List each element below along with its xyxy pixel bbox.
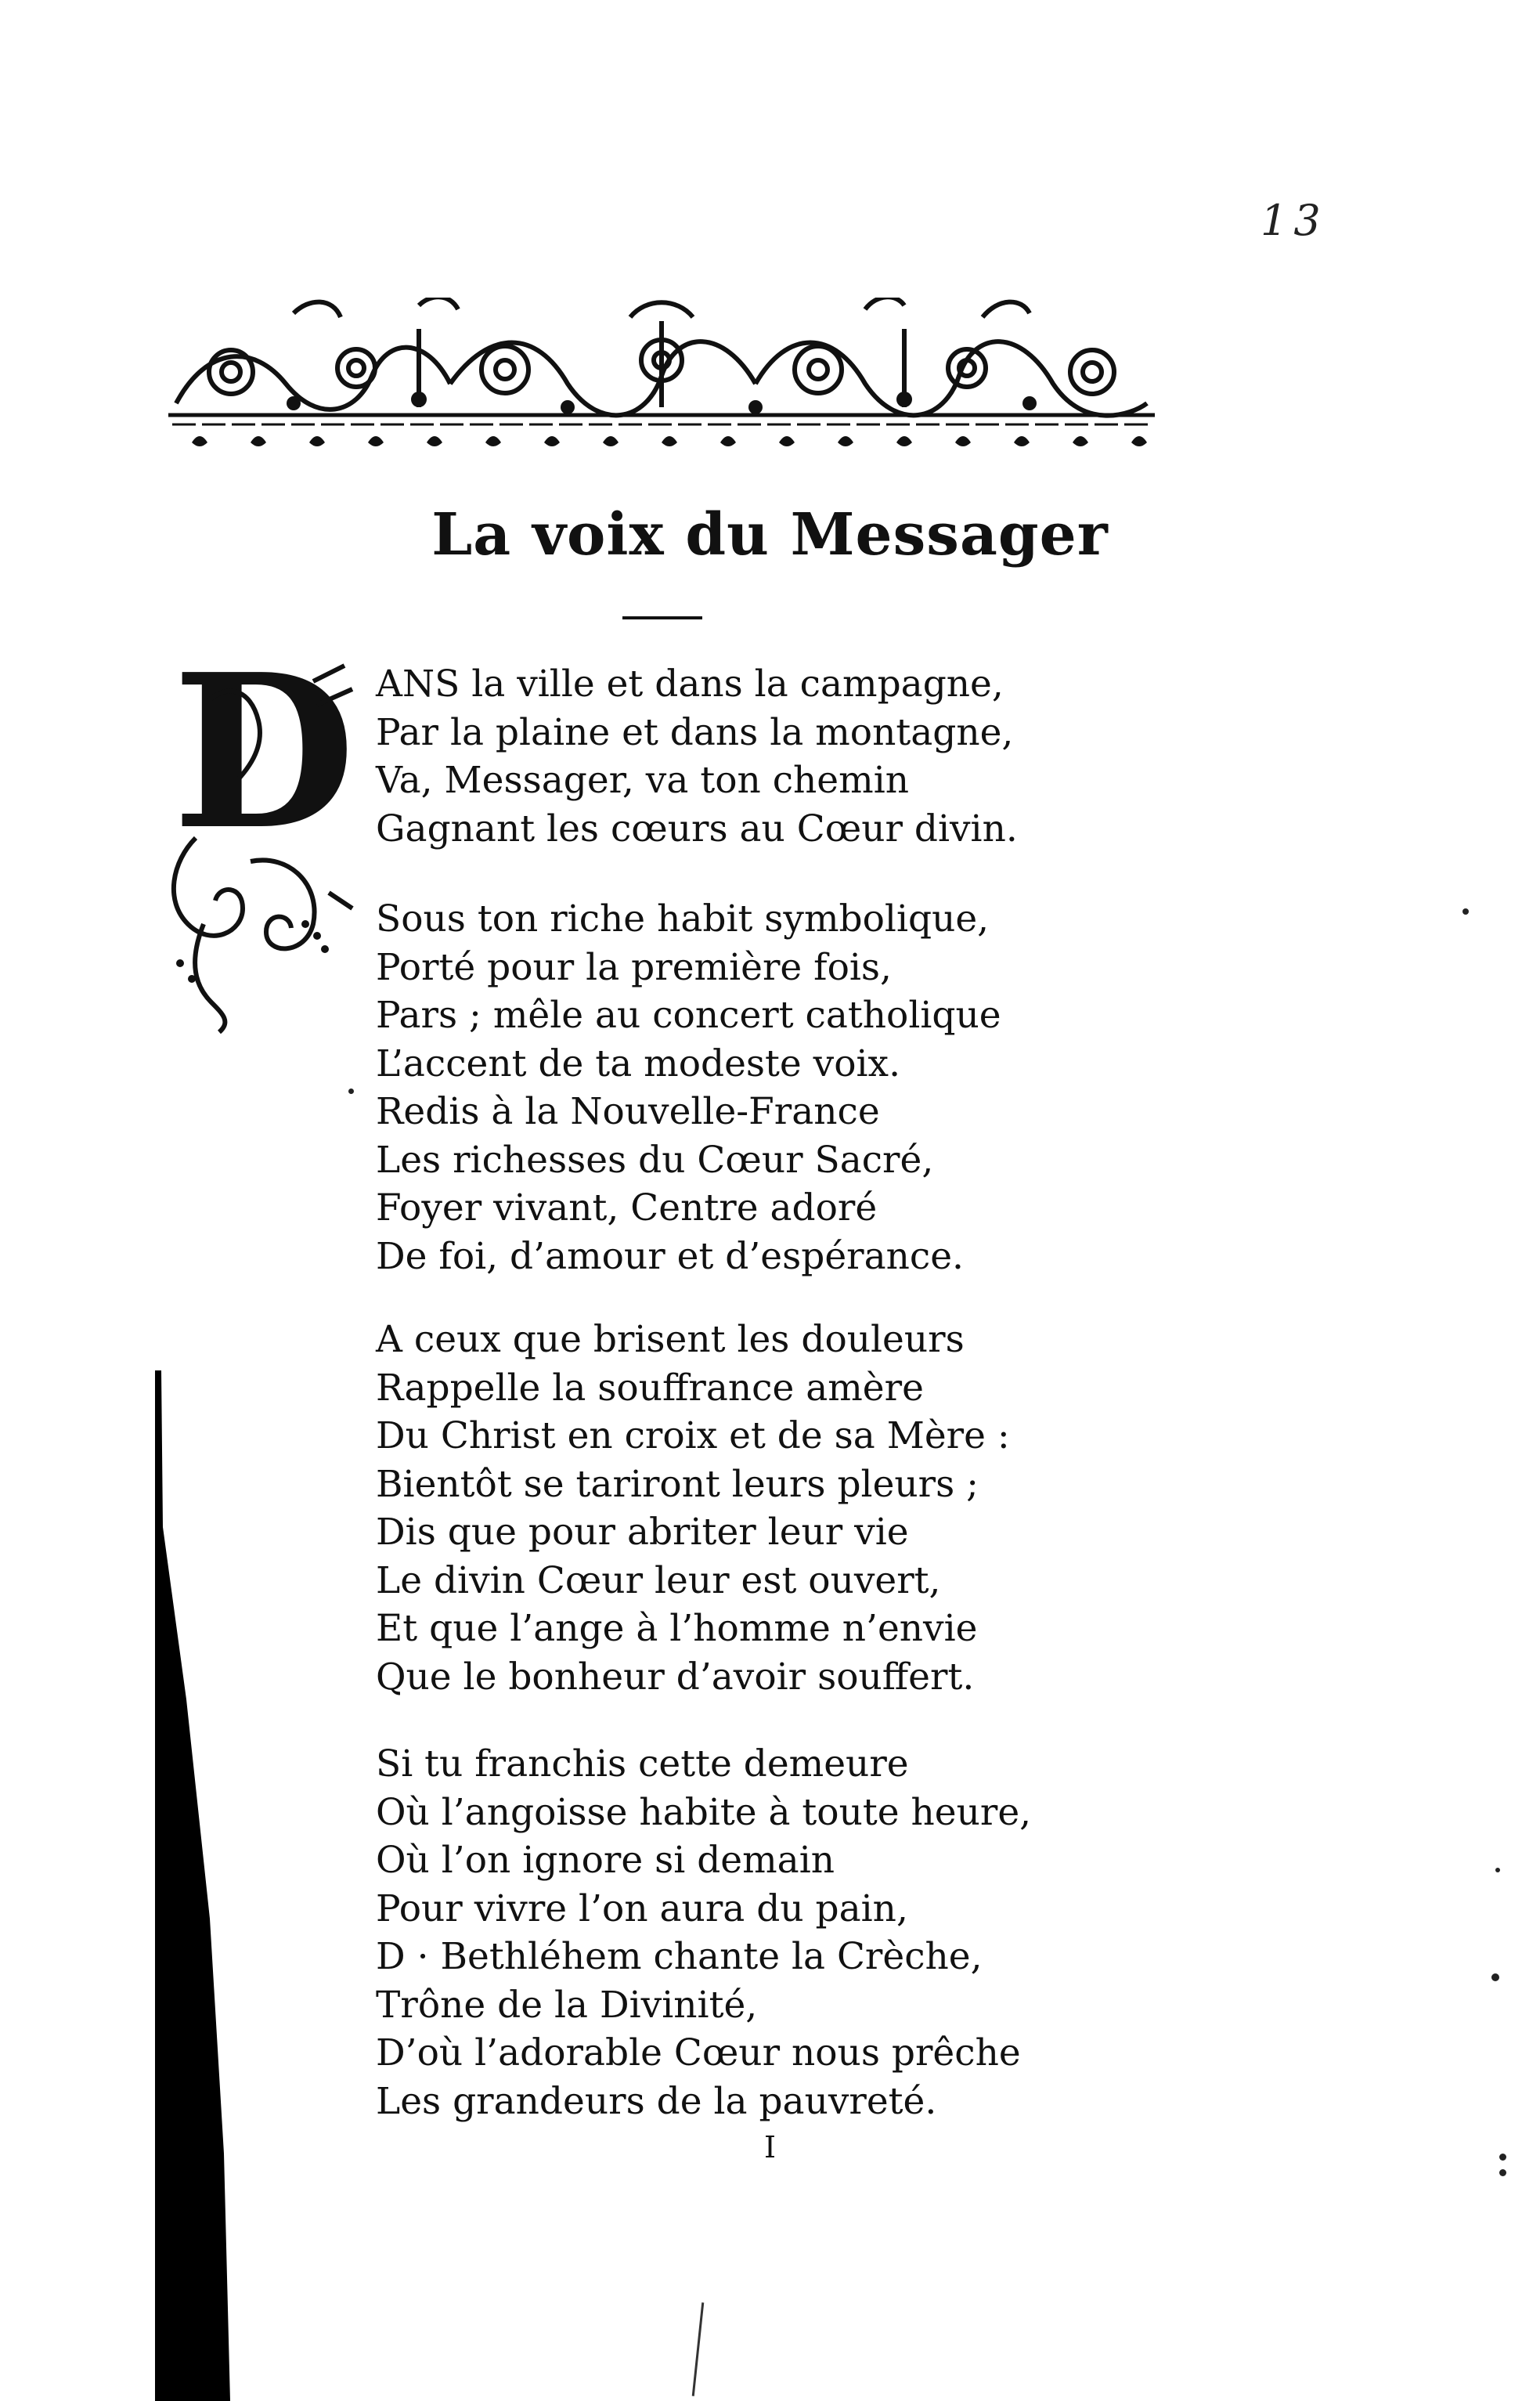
scan-speck	[1491, 1973, 1499, 1981]
poem-line: Trône de la Divinité,	[376, 1983, 758, 2027]
poem-line: Le divin Cœur leur est ouvert,	[376, 1558, 941, 1602]
poem-stanza-2	[376, 895, 1001, 1280]
scan-speck	[1499, 2169, 1506, 2176]
poem-line: Rappelle la souffrance amère	[376, 1366, 924, 1410]
poem-stanza-4	[376, 1740, 1031, 2125]
scan-scratch	[692, 2302, 705, 2396]
poem-line: Où l’on ignore si demain	[376, 1839, 835, 1882]
poem-line: Et que l’ange à l’homme n’envie	[376, 1607, 978, 1650]
poem-line: D’où l’adorable Cœur nous prêche	[376, 2031, 1021, 2074]
poem-line: Gagnant les cœurs au Cœur divin.	[376, 807, 1018, 850]
poem-stanza-1	[376, 660, 1018, 853]
poem-line: Foyer vivant, Centre adoré	[376, 1186, 878, 1229]
poem-line: Les richesses du Cœur Sacré,	[376, 1138, 934, 1182]
scan-speck	[1462, 908, 1469, 915]
title-divider	[622, 616, 702, 619]
poem-line: De foi, d’amour et d’espérance.	[376, 1234, 964, 1278]
scan-speck	[1495, 1868, 1500, 1872]
poem-line: Que le bonheur d’avoir souffert.	[376, 1655, 975, 1699]
poem-line: Dis que pour abriter leur vie	[376, 1511, 909, 1554]
page-title: La voix du Messager	[431, 501, 1109, 569]
poem-stanza-3	[376, 1316, 1010, 1701]
poem-line: Porté pour la première fois,	[376, 945, 892, 989]
scan-speck	[1499, 2154, 1506, 2161]
poem-line: Redis à la Nouvelle-France	[376, 1090, 880, 1133]
poem-line: Sous ton riche habit symbolique,	[376, 897, 990, 941]
poem-line: ANS la ville et dans la campagne,	[376, 663, 1004, 706]
poem-line: Du Christ en croix et de sa Mère :	[376, 1414, 1010, 1457]
poem-line: Si tu franchis cette demeure	[376, 1742, 909, 1785]
poem-line: D · Bethléhem chante la Crèche,	[376, 1935, 983, 1978]
scan-speck	[348, 1089, 354, 1094]
poem-line: Où l’angoisse habite à toute heure,	[376, 1790, 1032, 1834]
poem-line: Les grandeurs de la pauvreté.	[376, 2079, 937, 2123]
poem-line: Par la plaine et dans la montagne,	[376, 710, 1014, 754]
poem-line: Pour vivre l’on aura du pain,	[376, 1886, 908, 1930]
ornamental-headpiece	[160, 298, 1163, 454]
page-corner-mark: 13	[1260, 196, 1327, 245]
drop-cap-letter: D	[172, 658, 356, 876]
page-number: I	[763, 2130, 776, 2165]
poem-line: Bientôt se tariront leurs pleurs ;	[376, 1462, 979, 1506]
poem-line: Pars ; mêle au concert catholique	[376, 994, 1001, 1037]
binding-shadow	[155, 1370, 230, 2401]
poem-line: Va, Messager, va ton chemin	[376, 759, 909, 802]
poem-line: A ceux que brisent les douleurs	[376, 1318, 965, 1361]
drop-cap-illumination	[157, 658, 356, 1034]
poem-line: L’accent de ta modeste voix.	[376, 1042, 901, 1085]
